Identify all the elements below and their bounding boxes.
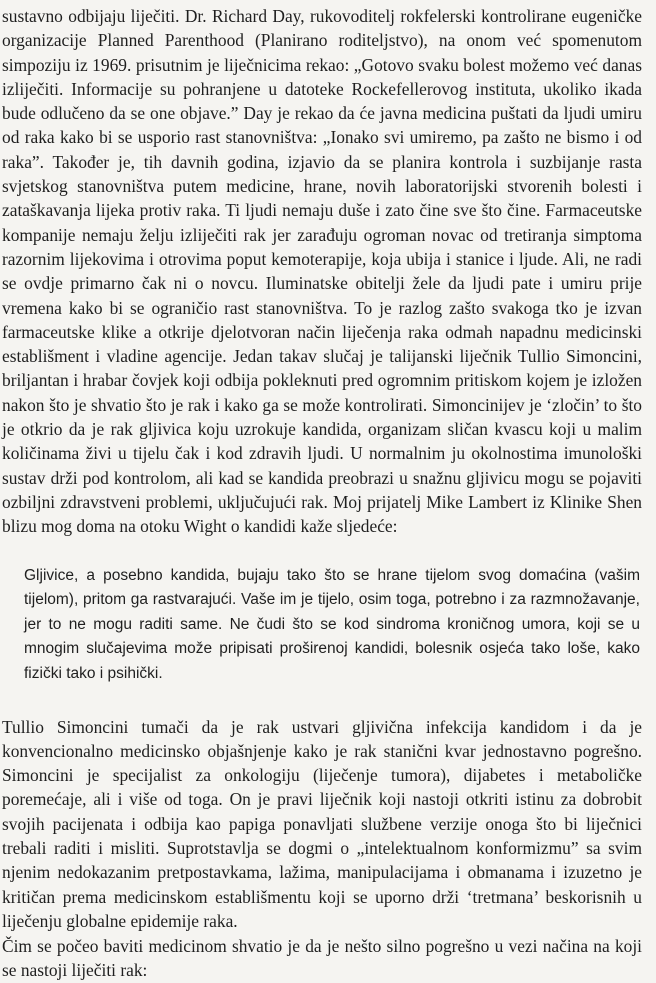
block-quote: Gljivice, a posebno kandida, bujaju tako što se hrane tijelom svog domaćina (vašim tijelom), pritom ga rastvarajući. Vaše im je tijelo, osim toga, potrebno i za razmnožavanje, jer to ne mogu raditi same. Ne čudi što se kod sindroma kroničnog umora, koji se u mnogim slučajevima može pripisati proširenoj kandidi, bolesnik osjeća tako loše, kako fizički tako i psihički.	[24, 566, 640, 682]
body-paragraph-1: sustavno odbijaju liječiti. Dr. Richard Day, rukovoditelj rokfelerski kontrolirane eugeničke organizacije Planned Parenthood (Planirano roditeljstvo), na onom već spomenutom simpoziju iz 1969. prisutnim je liječnicima rekao: „Gotovo svaku bolest možemo već danas izliječiti. Informacije su pohranjene u datoteke Rockefellerovog instituta, ukoliko ikada bude odlučeno da se one objave.” Day je rekao da će javna medicina puštati da ljudi umiru od raka kako bi se usporio rast stanovništva: „Ionako svi umiremo, pa zašto ne bismo i od raka”. Također je, tih davnih godina, izjavio da se planira kontrola i suzbijanje rasta svjetskog stanovništva putem medicine, hrane, novih laboratorijski stvorenih bolesti i zataškavanja lijeka protiv raka. Ti ljudi nemaju duše i zato čine sve što čine. Farmaceutske kompanije nemaju želju izliječiti rak jer zarađuju ogroman novac od tretiranja simptoma razornim lijekovima i otrovima poput kemoterapije, koja ubija i stanice i ljude. Ali, ne radi se ovdje primarno čak ni o novcu. Iluminatske obitelji žele da ljudi pate i umiru prije vremena kako bi se ograničio rast stanovništva. To je razlog zašto svakoga tko je izvan farmaceutske klike a otkrije djelotvoran način liječenja raka odmah napadnu medicinski establišment i vladine agencije. Jedan takav slučaj je talijanski liječnik Tullio Simoncini, briljantan i hrabar čovjek koji odbija pokleknuti pred ogromnim pritiskom kojem je izložen nakon što je shvatio što je rak i kako ga se može kontrolirati. Simoncinijev je ‘zločin’ to što je otkrio da je rak gljivica koju uzrokuje kandida, organizam sličan kvascu koji u malim količinama živi u tijelu čak i kod zdravih ljudi. U normalnim ju okolnostima imunološki sustav drži pod kontrolom, ali kad se kandida preobrazi u snažnu gljivicu mogu se pojaviti ozbiljni zdravstveni problemi, uključujući rak. Moj prijatelj Mike Lambert iz Klinike Shen blizu mog doma na otoku Wight o kandidi kaže sljedeće:	[2, 6, 642, 537]
body-paragraph-2: Tullio Simoncini tumači da je rak ustvari gljivična infekcija kandidom i da je konvencionalno medicinsko objašnjenje kako je rak stanični kvar jednostavno pogrešno. Simoncini je specijalist za onkologiju (liječenje tumora), dijabetes i metaboličke poremećaje, ali i više od toga. On je pravi liječnik koji nastoji otkriti istinu za dobrobit svojih pacijenata i odbija kao papiga ponavljati službene verzije onoga što bi liječnici trebali raditi i misliti. Suprotstavlja se dogmi o „intelektualnom konformizmu” sa svim njenim nedokazanim pretpostavkama, lažima, manipulacijama i obmanama i izuzetno je kritičan prema medicinskom establišmentu koji se uporno drži ‘tretmana’ beskorisnih u liječenju globalne epidemije raka.	[2, 716, 642, 931]
body-paragraph-3: Čim se počeo baviti medicinom shvatio je da je nešto silno pogrešno u vezi načina na koji se nastoji liječiti rak:	[2, 936, 642, 981]
